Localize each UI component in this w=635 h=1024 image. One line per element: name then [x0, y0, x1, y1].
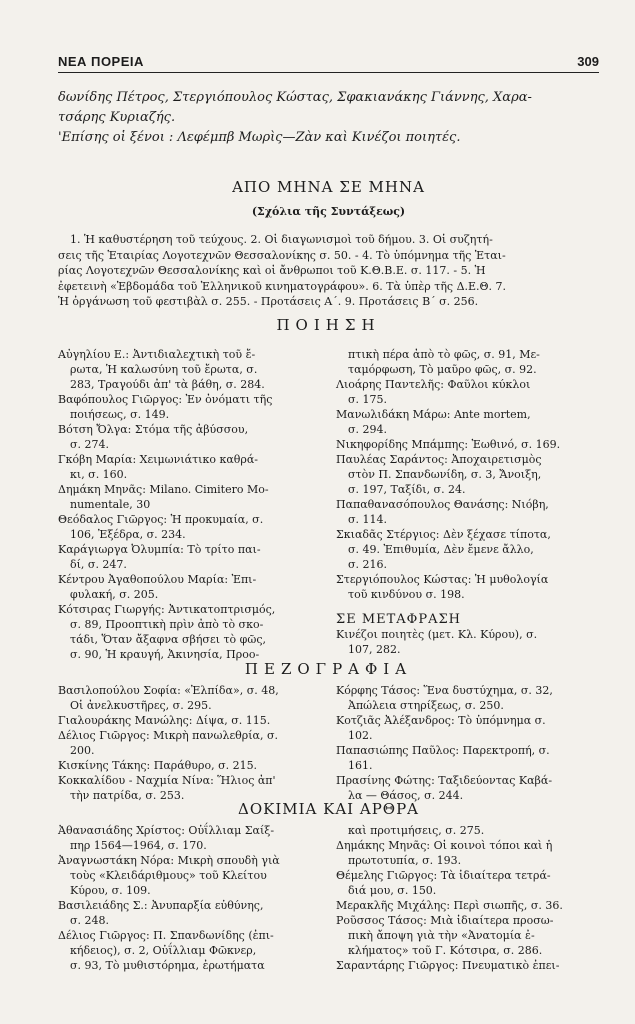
index-line: φυλακή, σ. 205. — [70, 588, 159, 601]
index-line: σ. 93, Τὸ μυθιστόρημα, ἐρωτήματα — [70, 959, 265, 972]
index-line: στὸν Π. Σπανδωνίδη, σ. 3, Ἄνοιξη, — [348, 468, 542, 481]
index-line: σ. 114. — [348, 513, 387, 526]
index-line: Παπασιώπης Παῦλος: Παρεκτροπή, σ. — [336, 744, 550, 757]
index-line: διά μου, σ. 150. — [348, 884, 437, 897]
index-line: Μανωλιδάκη Μάρω: Ante mortem, — [336, 408, 531, 421]
index-line: Μερακλῆς Μιχάλης: Περὶ σιωπῆς, σ. 36. — [336, 899, 563, 912]
index-line: πηρ 1564—1964, σ. 170. — [70, 839, 207, 852]
index-line: Νικηφορίδης Μπάμπης: Ἑωθινό, σ. 169. — [336, 438, 561, 451]
summary-line: σεις τῆς Ἑταιρίας Λογοτεχνῶν Θεσσαλονίκης σ. 50. - 4. Τὸ ὑπόμνημα τῆς Ἑται- — [58, 248, 506, 262]
index-line: δί, σ. 247. — [70, 558, 127, 571]
prose-right-column — [336, 683, 594, 803]
index-line: Καράγιωργα Ὀλυμπία: Τὸ τρίτο παι- — [58, 543, 261, 556]
index-line: Ἀθανασιάδης Χρίστος: Οὐΐλλιαμ Σαίξ- — [58, 824, 275, 837]
index-line: Κύρου, σ. 109. — [70, 884, 151, 897]
summary-line: 1. Ἡ καθυστέρηση τοῦ τεύχους. 2. Οἱ διαγωνισμοὶ τοῦ δήμου. 3. Οἱ συζητή- — [70, 233, 493, 246]
index-line: Σαραντάρης Γιῶργος: Πνευματικὸ ἐπει- — [336, 959, 560, 972]
index-line: ρωτα, Ἡ καλωσύνη τοῦ ἔρωτα, σ. — [70, 363, 258, 376]
index-line: ταμόρφωση, Τὸ μαῦρο φῶς, σ. 92. — [348, 363, 537, 376]
index-line: Ἀπώλεια στηρίξεως, σ. 250. — [348, 699, 504, 712]
index-line: Κοτζιᾶς Ἀλέξανδρος: Τὸ ὑπόμνημα σ. — [336, 714, 546, 727]
summary-line: ἐφετεινὴ «Ἑβδομάδα τοῦ Ἑλληνικοῦ κινηματογράφου». 6. Τὰ ὑπὲρ τῆς Δ.Ε.Θ. 7. — [58, 279, 507, 293]
index-line: Κότσιρας Γιωργής: Ἀντικατοπτρισμός, — [58, 603, 276, 616]
index-line: σ. 248. — [70, 914, 109, 927]
section-title-poetry: ΠΟΙΗΣΗ — [276, 316, 381, 334]
index-line: numentale, 30 — [70, 498, 151, 511]
index-line: τοὺς «Κλειδάριθμους» τοῦ Κλείτου — [70, 869, 267, 882]
index-line: σ. 49. Ἐπιθυμία, Δὲν ἔμενε ἄλλο, — [348, 543, 534, 556]
index-line: 107, 282. — [348, 643, 401, 656]
index-line: πικὴ ἄποψη γιὰ τὴν «Ἀνατομία ἐ- — [348, 929, 535, 942]
index-line: Δημάκης Μηνᾶς: Οἱ κοινοὶ τόποι καὶ ἡ — [336, 839, 553, 852]
index-line: Αὐγηλίου Ε.: Ἀντιδιαλεχτικὴ τοῦ ἔ- — [58, 348, 256, 361]
index-line: Κέντρου Ἀγαθοπούλου Μαρία: Ἐπι- — [58, 573, 257, 586]
header-rule — [58, 72, 599, 73]
index-line: Βαφόπουλος Γιῶργος: Ἐν ὀνόματι τῆς — [58, 393, 273, 406]
index-line: Στεργιόπουλος Κώστας: Ἡ μυθολογία — [336, 573, 549, 586]
index-line: Δέλιος Γιῶργος: Μικρὴ πανωλεθρία, σ. — [58, 729, 278, 742]
intro-line: 'Επίσης οἱ ξένοι : Λεφέμπβ Μωρὶς—Ζὰν καὶ Κινέζοι ποιητές. — [58, 130, 461, 145]
index-line: πτικὴ πέρα ἀπὸ τὸ φῶς, σ. 91, Με- — [348, 348, 540, 361]
index-line: Κοκκαλίδου - Ναχμία Νίνα: Ἥλιος ἀπ' — [58, 774, 276, 787]
section-subtitle-month: (Σχόλια τῆς Συντάξεως) — [251, 205, 406, 218]
index-line: σ. 89, Προοπτικὴ πρὶν ἀπὸ τὸ σκο- — [70, 618, 264, 631]
index-line: Κισκίνης Τάκης: Παράθυρο, σ. 215. — [58, 759, 258, 772]
translation-heading: ΣΕ ΜΕΤΑΦΡΑΣΗ — [336, 612, 461, 627]
summary-line: Ἡ ὀργάνωση τοῦ φεστιβὰλ σ. 255. - Προτάσεις Α΄. 9. Προτάσεις Β΄ σ. 256. — [58, 295, 479, 308]
index-line: ποιήσεως, σ. 149. — [70, 408, 170, 421]
index-line: καὶ προτιμήσεις, σ. 275. — [348, 824, 485, 837]
poetry-right-column — [336, 347, 594, 657]
intro-line: τσάρης Κυριαζής. — [58, 110, 176, 125]
page-number: 309 — [577, 54, 599, 69]
index-line: Βότση Ὄλγα: Στόμα τῆς ἀβύσσου, — [58, 423, 249, 436]
index-line: τοῦ κινδύνου σ. 198. — [348, 588, 465, 601]
index-line: Παυλέας Σαράντος: Ἀποχαιρετισμὸς — [336, 453, 542, 466]
index-line: Δέλιος Γιῶργος: Π. Σπανδωνίδης (ἐπι- — [58, 929, 274, 942]
section-title-prose: ΠΕΖΟΓΡΑΦΙΑ — [244, 660, 413, 678]
index-line: κι, σ. 160. — [70, 468, 128, 481]
index-line: κλήματος» τοῦ Γ. Κότσιρα, σ. 286. — [348, 944, 543, 957]
index-line: τὴν πατρίδα, σ. 253. — [70, 789, 185, 802]
poetry-left-column — [58, 347, 324, 662]
journal-title: ΝΕΑ ΠΟΡΕΙΑ — [58, 54, 144, 69]
index-line: 106, Ἐξέδρα, σ. 234. — [70, 528, 186, 541]
index-line: Γκόβη Μαρία: Χειμωνιάτικο καθρά- — [58, 453, 258, 466]
index-line: 283, Τραγούδι ἀπ' τὰ βάθη, σ. 284. — [70, 378, 265, 391]
index-line: Ροῦσσος Τάσος: Μιὰ ἰδιαίτερα προσω- — [336, 914, 554, 927]
index-line: Οἱ ἀνελκυστῆρες, σ. 295. — [70, 699, 212, 712]
index-line: Βασιλειάδης Σ.: Ἀνυπαρξία εὐθύνης, — [58, 899, 264, 912]
index-line: 161. — [348, 759, 373, 772]
intro-text — [58, 88, 599, 148]
index-line: Παπαθανασόπουλος Θανάσης: Νιόβη, — [336, 498, 549, 511]
index-line: σ. 197, Ταξίδι, σ. 24. — [348, 483, 466, 496]
intro-line: δωνίδης Πέτρος, Στεργιόπουλος Κώστας, Σφακιανάκης Γιάννης, Χαρα- — [58, 90, 532, 105]
index-line: σ. 274. — [70, 438, 109, 451]
summary-line: ρίας Λογοτεχνῶν Θεσσαλονίκης καὶ οἱ ἄνθρωποι τοῦ Κ.Θ.Β.Ε. σ. 117. - 5. Ἡ — [58, 264, 486, 277]
index-line: Λιοάρης Παντελῆς: Φαῦλοι κύκλοι — [336, 378, 531, 391]
index-line: Σκιαδᾶς Στέργιος: Δὲν ξέχασε τίποτα, — [336, 528, 551, 541]
index-line: σ. 216. — [348, 558, 387, 571]
index-line: Πρασίνης Φώτης: Ταξιδεύοντας Καβά- — [336, 774, 553, 787]
index-line: Θέμελης Γιῶργος: Τὰ ἰδιαίτερα τετρά- — [336, 869, 551, 882]
index-line: Κόρφης Τάσος: Ἕνα δυστύχημα, σ. 32, — [336, 684, 553, 697]
index-line: σ. 294. — [348, 423, 387, 436]
index-line: Γιαλουράκης Μανώλης: Δίψα, σ. 115. — [58, 714, 271, 727]
index-line: Ἀναγνωστάκη Νόρα: Μικρὴ σπουδὴ γιὰ — [58, 854, 280, 867]
section-title-month: ΑΠΟ ΜΗΝΑ ΣΕ ΜΗΝΑ — [232, 178, 425, 196]
running-header — [58, 52, 599, 74]
prose-left-column — [58, 683, 324, 803]
essays-left-column — [58, 823, 324, 973]
index-line: Θεόδαλος Γιῶργος: Ἡ προκυμαία, σ. — [58, 513, 264, 526]
index-line: πρωτοτυπία, σ. 193. — [348, 854, 462, 867]
index-line: σ. 90, Ἡ κραυγή, Ἀκινησία, Προο- — [70, 648, 260, 661]
index-line: 102. — [348, 729, 373, 742]
index-line: Δημάκη Μηνᾶς: Milano. Cimitero Mo- — [58, 483, 269, 496]
section-title-essays: ΔΟΚΙΜΙΑ ΚΑΙ ΑΡΘΡΑ — [237, 800, 420, 818]
month-summary — [58, 232, 599, 310]
essays-right-column — [336, 823, 594, 973]
index-line: κήδειος), σ. 2, Οὐΐλλιαμ Φῶκνερ, — [70, 944, 257, 957]
index-line: σ. 175. — [348, 393, 387, 406]
index-line: Βασιλοπούλου Σοφία: «Ἐλπίδα», σ. 48, — [58, 684, 279, 697]
index-line: τάδι, Ὅταν ἄξαφνα σβήσει τὸ φῶς, — [70, 633, 266, 646]
index-line: Κινέζοι ποιητὲς (μετ. Κλ. Κύρου), σ. — [336, 628, 538, 641]
index-line: λα — Θάσος, σ. 244. — [348, 789, 464, 802]
index-line: 200. — [70, 744, 95, 757]
